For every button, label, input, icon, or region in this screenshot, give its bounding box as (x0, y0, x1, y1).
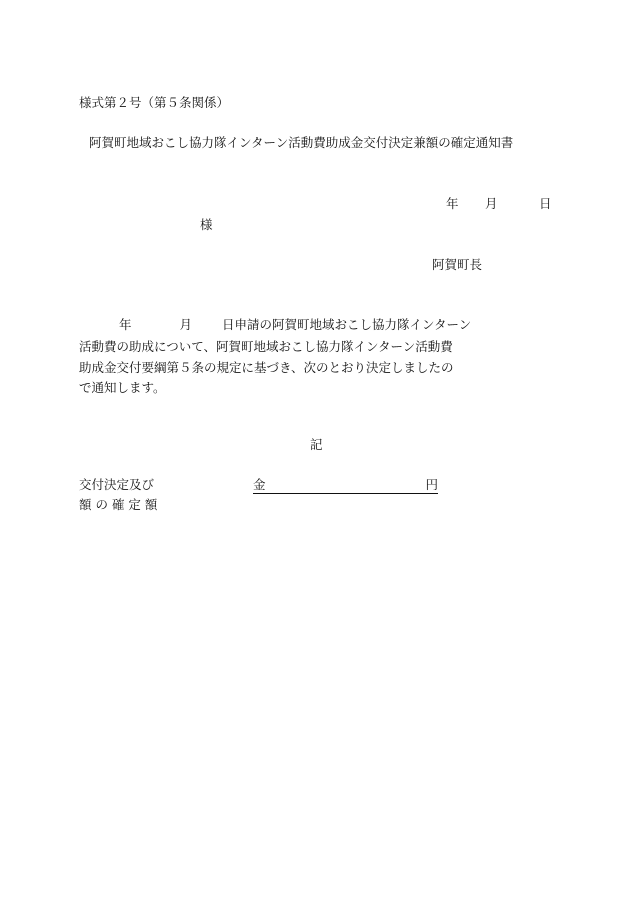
amount-label-line-1: 交付決定及び (79, 477, 155, 492)
body-month-label: 月 (179, 317, 193, 332)
date-day-label: 日 (539, 196, 552, 211)
body-line-4: で通知します。 (79, 380, 166, 395)
body-line-1-text: 日申請の阿賀町地域おこし協力隊インターン (222, 317, 472, 332)
addressee-honorific: 様 (200, 217, 213, 232)
amount-label-line-2: 額 の 確 定 額 (79, 497, 158, 512)
form-number: 様式第２号（第５条関係） (79, 95, 230, 110)
issuer-name: 阿賀町長 (432, 257, 483, 272)
document-title: 阿賀町地域おこし協力隊インターン活動費助成金交付決定兼額の確定通知書 (89, 135, 514, 150)
amount-suffix: 円 (425, 477, 438, 492)
date-month-label: 月 (485, 196, 498, 211)
body-line-1 (79, 319, 471, 332)
amount-field (253, 479, 438, 494)
date-year-label: 年 (446, 196, 459, 211)
amount-prefix: 金 (253, 477, 266, 492)
body-line-2: 活動費の助成について、阿賀町地域おこし協力隊インターン活動費 (79, 339, 453, 354)
record-heading: 記 (310, 437, 323, 452)
body-line-3: 助成金交付要綱第５条の規定に基づき、次のとおり決定しましたの (79, 360, 454, 375)
body-year-label: 年 (119, 317, 132, 332)
